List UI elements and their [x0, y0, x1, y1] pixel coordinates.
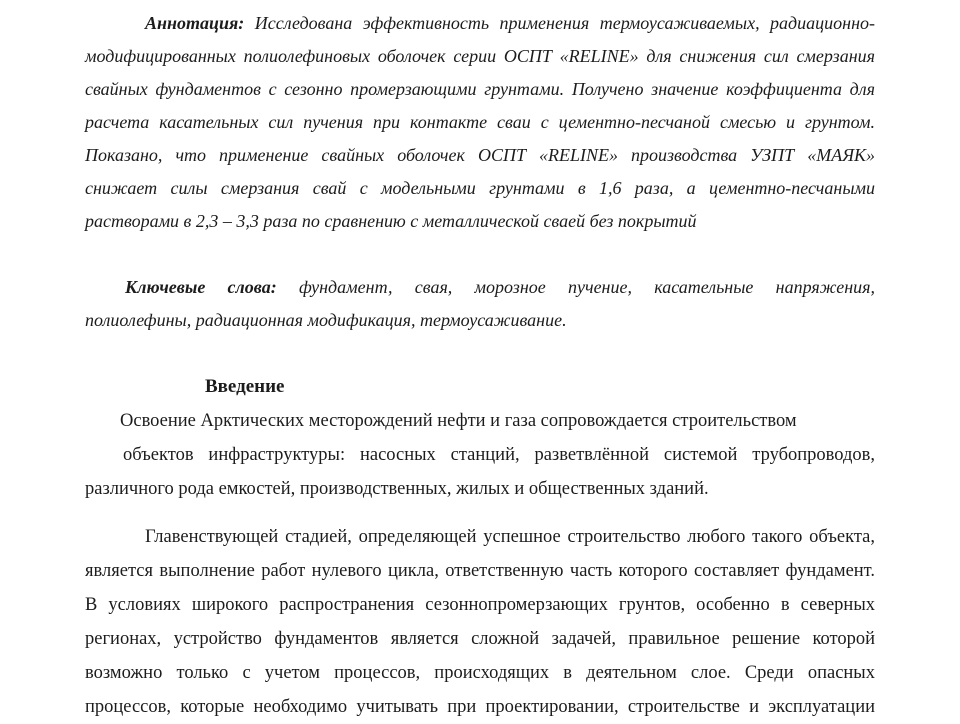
section-heading: Введение	[205, 376, 285, 397]
text-line: растворами в 2,3 – 3,3 раза по сравнению с металлической сваей без покрытий	[85, 211, 697, 231]
text-line: процессов, которые необходимо учитывать при проектировании, строительстве и эксплуатации	[85, 697, 875, 717]
abstract-label: Аннотация:	[145, 13, 245, 33]
text-line	[85, 271, 875, 304]
text-line: возможно только с учетом процессов, происходящих в деятельном слое. Среди опасных	[85, 663, 875, 683]
keywords-intro-text: фундамент, свая, морозное пучение, касательные напряжения,	[298, 277, 875, 297]
text-line	[85, 7, 875, 40]
text-line: различного рода емкостей, производственных, жилых и общественных зданий.	[85, 479, 709, 499]
keywords-label: Ключевые слова:	[125, 277, 277, 297]
text-line: полиолефины, радиационная модификация, термоусаживание.	[85, 310, 567, 330]
text-line: В условиях широкого распространения сезоннопромерзающих грунтов, особенно в северных	[85, 595, 875, 615]
text-line: свайных фундаментов с сезонно промерзающими грунтами. Получено значение коэффициента для	[85, 79, 875, 99]
text-line: Главенствующей стадией, определяющей успешное строительство любого такого объекта,	[145, 527, 875, 547]
intro-paragraph-2	[85, 520, 875, 724]
text-line: Показано, что применение свайных оболочек ОСПТ «RELINE» производства УЗПТ «МАЯК»	[85, 145, 875, 165]
abstract-intro-text: Исследована эффективность применения термоусаживаемых, радиационно-	[254, 13, 876, 33]
text-line: модифицированных полиолефиновых оболочек серии ОСПТ «RELINE» для снижения сил смерзания	[85, 46, 875, 66]
text-line: расчета касательных сил пучения при контакте сваи с цементно-песчаной смесью и грунтом.	[85, 112, 875, 132]
text-line: снижает силы смерзания свай с модельными грунтами в 1,6 раза, а цементно-песчаными	[85, 178, 875, 198]
intro-paragraph-1	[85, 404, 875, 506]
text-line: регионах, устройство фундаментов является сложной задачей, правильное решение которой	[85, 629, 875, 649]
abstract-paragraph	[85, 7, 875, 238]
text-line: Освоение Арктических месторождений нефти и газа сопровождается строительством	[120, 411, 797, 431]
text-line: является выполнение работ нулевого цикла, ответственную часть которого составляет фундамент.	[85, 561, 875, 581]
introduction-section	[85, 370, 875, 404]
text-line: объектов инфраструктуры: насосных станций, разветвлённой системой трубопроводов,	[123, 445, 875, 465]
keywords-paragraph	[85, 271, 875, 337]
